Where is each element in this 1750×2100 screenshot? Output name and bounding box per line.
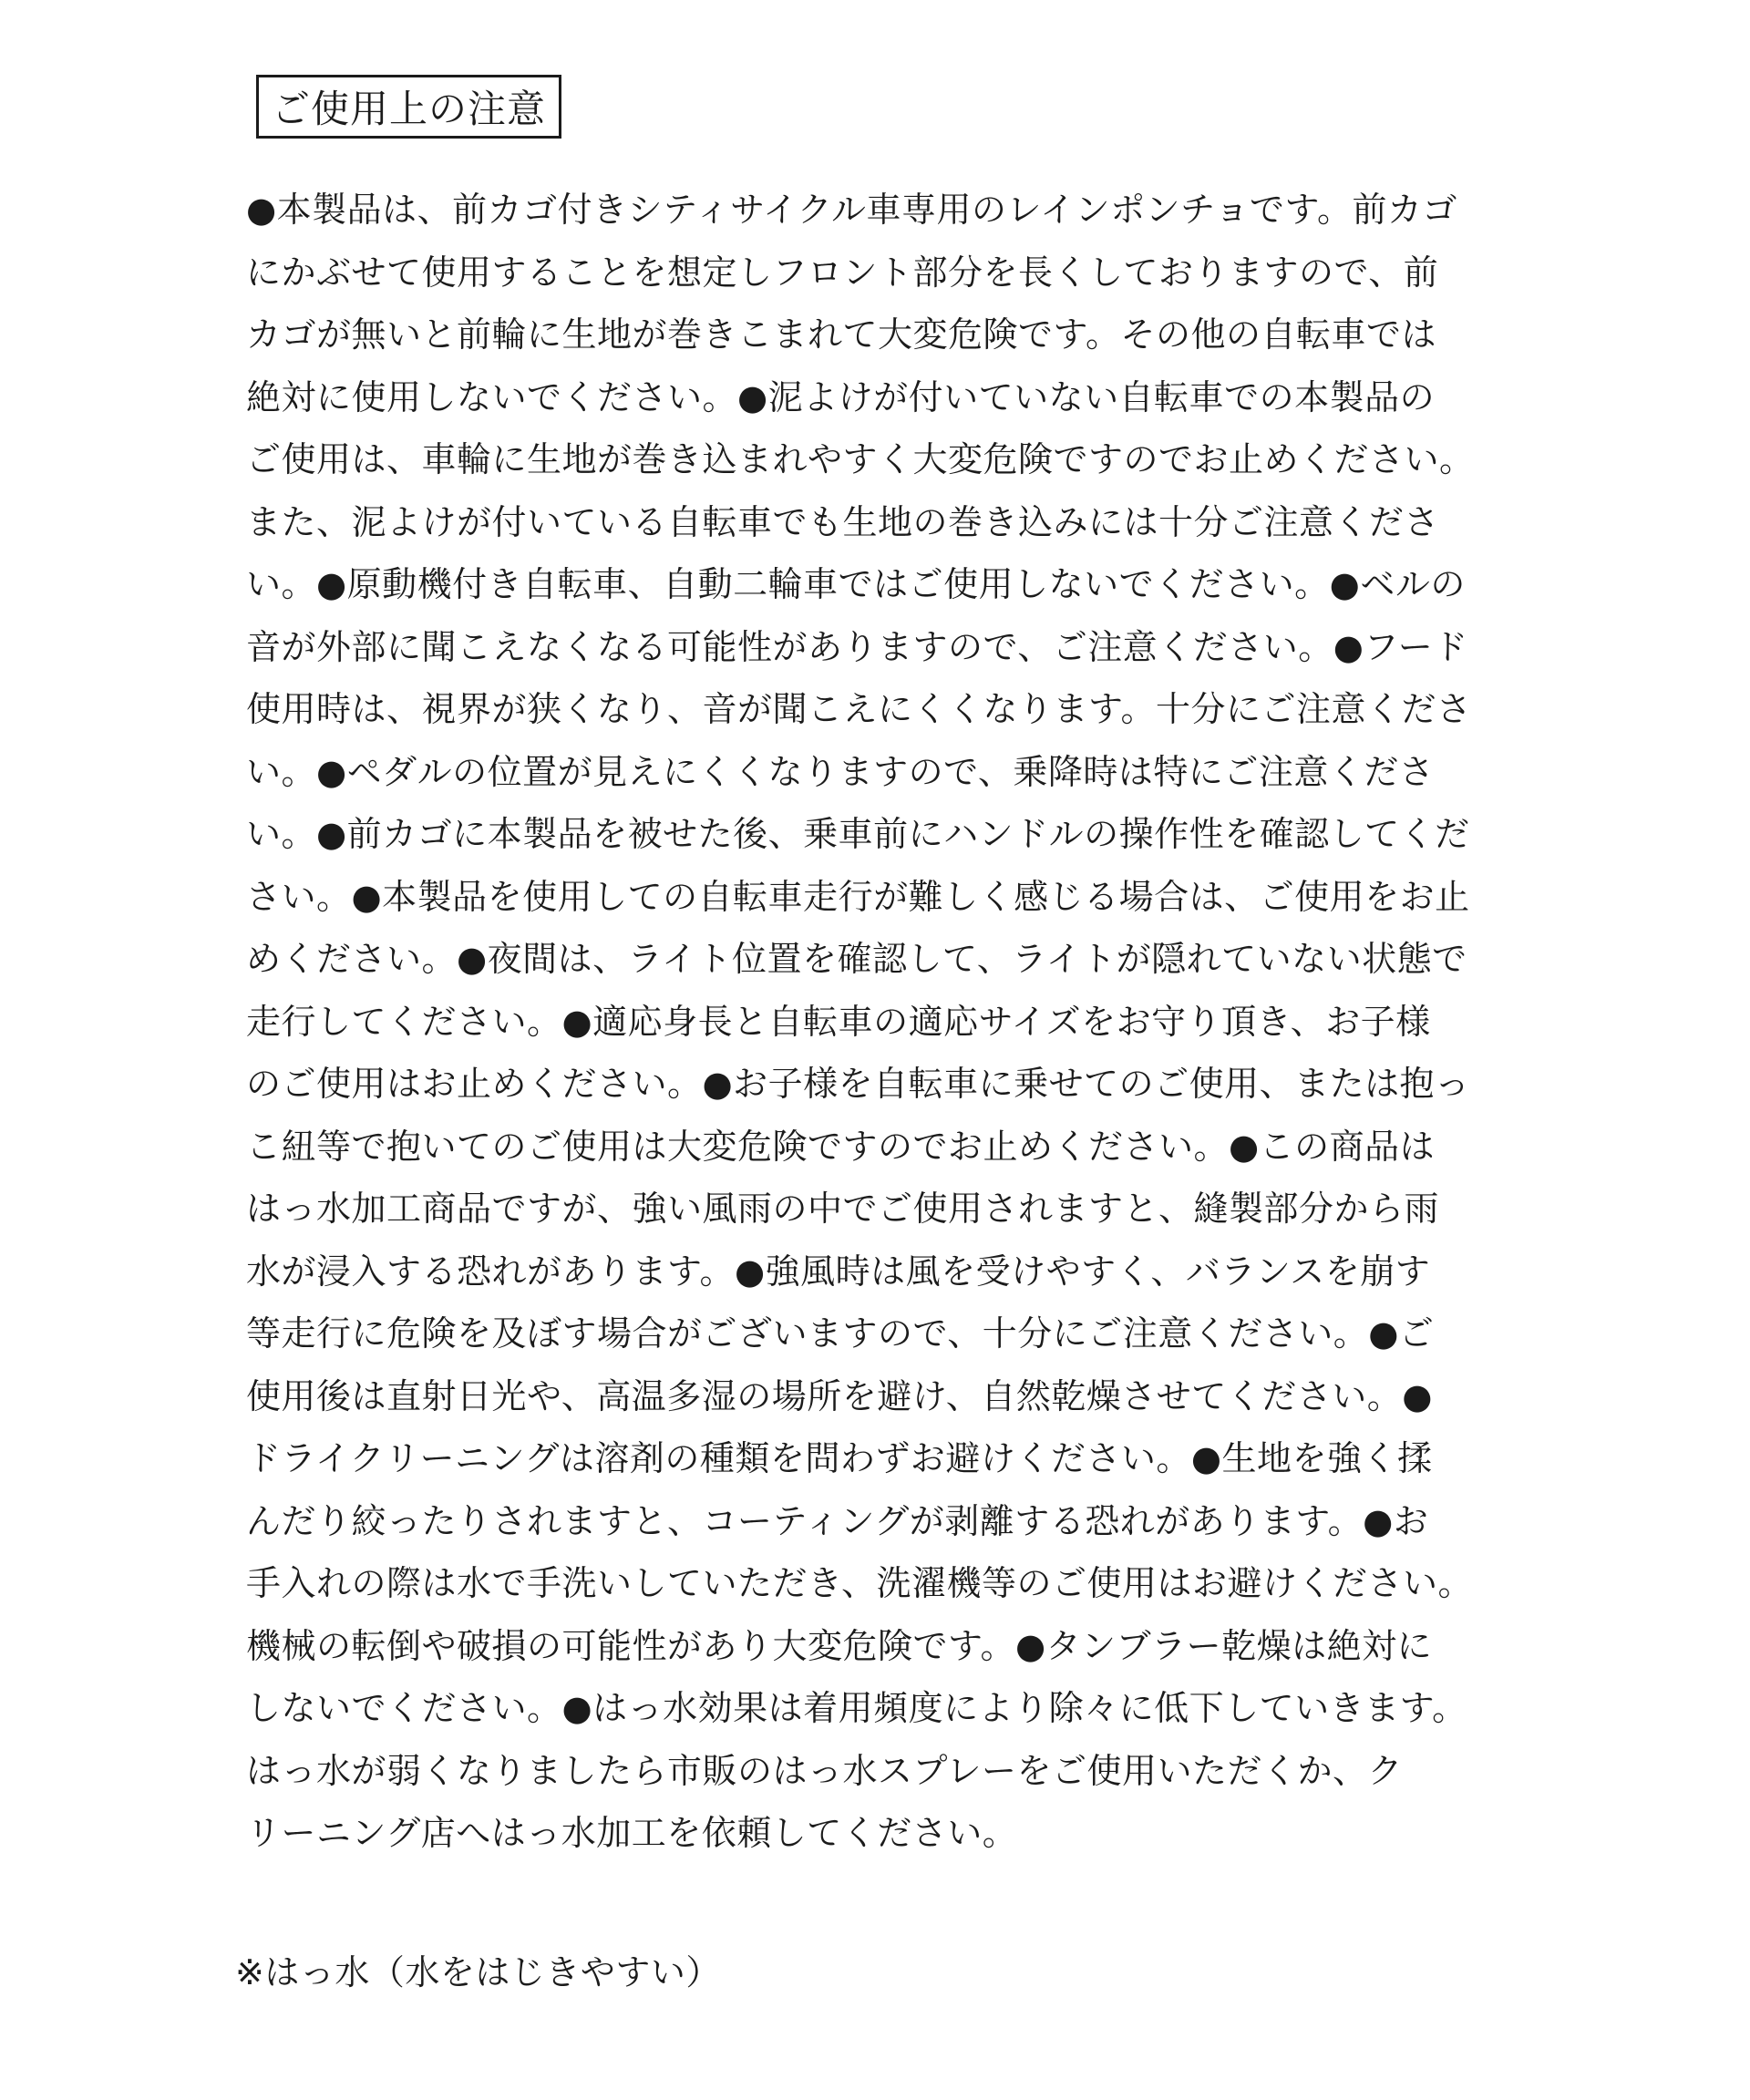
text-line: カゴが無いと前輪に生地が巻きこまれて大変危険です。その他の自転車では	[246, 314, 1436, 355]
text-line: 水が浸入する恐れがあります。●強風時は風を受けやすく、バランスを崩す	[246, 1251, 1431, 1292]
text-line: はっ水が弱くなりましたら市販のはっ水スプレーをご使用いただくか、ク	[246, 1750, 1403, 1791]
text-line: ●本製品は、前カゴ付きシティサイクル車専用のレインポンチョです。前カゴ	[246, 190, 1457, 230]
text-line: 使用後は直射日光や、高温多湿の場所を避け、自然乾燥させてください。●	[246, 1375, 1433, 1416]
text-line: い。●原動機付き自転車、自動二輪車ではご使用しないでください。●ベルの	[246, 564, 1466, 604]
text-line: 手入れの際は水で手洗いしていただき、洗濯機等のご使用はお避けください。	[246, 1563, 1473, 1603]
text-line: こ紐等で抱いてのご使用は大変危険ですのでお止めください。●この商品は	[246, 1126, 1436, 1167]
text-line: ご使用は、車輪に生地が巻き込まれやすく大変危険ですのでお止めください。	[246, 439, 1475, 479]
section-title: ご使用上の注意	[256, 75, 561, 139]
text-line: 使用時は、視界が狭くなり、音が聞こえにくくなります。十分にご注意くださ	[246, 689, 1472, 729]
text-line: 走行してください。●適応身長と自転車の適応サイズをお守り頂き、お子様	[246, 1001, 1431, 1042]
text-line: 絶対に使用しないでください。●泥よけが付いていない自転車での本製品の	[246, 376, 1436, 417]
text-line: しないでください。●はっ水効果は着用頻度により除々に低下していきます。	[246, 1688, 1467, 1728]
text-line: さい。●本製品を使用しての自転車走行が難しく感じる場合は、ご使用をお止	[246, 876, 1470, 917]
text-line: い。●前カゴに本製品を被せた後、乗車前にハンドルの操作性を確認してくだ	[246, 814, 1470, 854]
text-line: 機械の転倒や破損の可能性があり大変危険です。●タンブラー乾燥は絶対に	[246, 1625, 1433, 1666]
text-line: リーニング店へはっ水加工を依頼してください。	[246, 1813, 1018, 1853]
footnote: ※はっ水（水をはじきやすい）	[235, 1952, 721, 1992]
text-line: 音が外部に聞こえなくなる可能性がありますので、ご注意ください。●フード	[246, 626, 1468, 667]
text-line: い。●ペダルの位置が見えにくくなりますので、乗降時は特にご注意くださ	[246, 751, 1435, 792]
text-line: のご使用はお止めください。●お子様を自転車に乗せてのご使用、または抱っ	[246, 1064, 1470, 1104]
caution-text-body	[246, 179, 1504, 1865]
text-line: めください。●夜間は、ライト位置を確認して、ライトが隠れていない状態で	[246, 939, 1467, 979]
text-line: はっ水加工商品ですが、強い風雨の中でご使用されますと、縫製部分から雨	[246, 1189, 1440, 1229]
text-line: ドライクリーニングは溶剤の種類を問わずお避けください。●生地を強く揉	[246, 1438, 1433, 1478]
text-line: にかぶせて使用することを想定しフロント部分を長くしておりますので、前	[246, 252, 1439, 293]
text-line: んだり絞ったりされますと、コーティングが剥離する恐れがあります。●お	[246, 1500, 1429, 1541]
text-line: また、泥よけが付いている自転車でも生地の巻き込みには十分ご注意くださ	[246, 501, 1440, 542]
text-line: 等走行に危険を及ぼす場合がございますので、十分にご注意ください。●ご	[246, 1313, 1435, 1354]
